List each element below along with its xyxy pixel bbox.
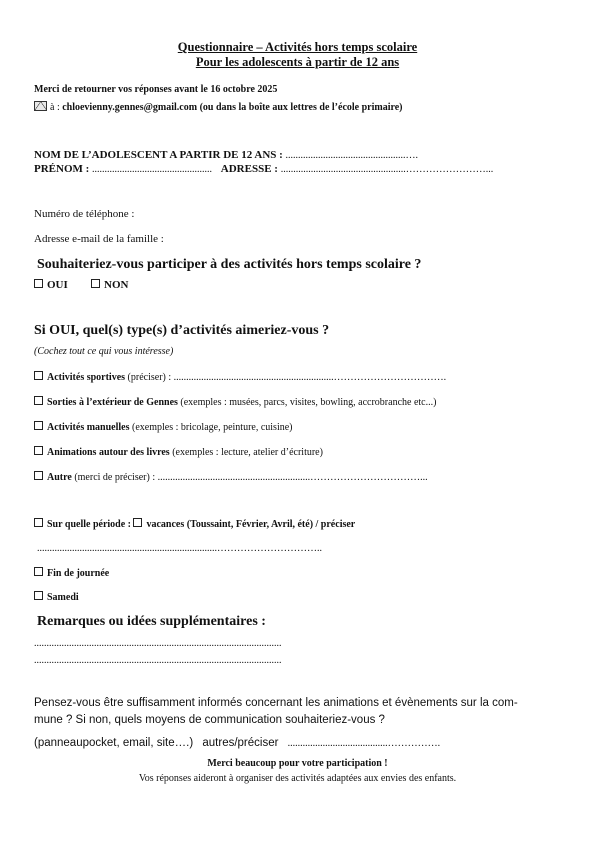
other-means-field[interactable]: ........................................…………….: [287, 738, 441, 749]
remarks-line[interactable]: ...................................................................................................: [34, 638, 282, 649]
deadline-text: Merci de retourner vos réponses avant le 16 octobre 2025: [34, 84, 278, 95]
address-field[interactable]: ..................................................……………………...: [280, 164, 494, 175]
option-detail: (exemples : musées, parcs, visites, bowling, accrobranche etc...): [177, 397, 437, 408]
sports-checkbox[interactable]: [34, 371, 43, 380]
option-other[interactable]: [34, 471, 428, 483]
option-label: Sorties à l’extérieur de Gennes: [47, 397, 178, 408]
option-label: Activités manuelles: [47, 422, 130, 433]
option-detail: (exemples : lecture, atelier d’écriture): [169, 447, 323, 458]
other-checkbox[interactable]: [34, 471, 43, 480]
phone-label[interactable]: Numéro de téléphone :: [34, 208, 135, 220]
activity-type-hint: (Cochez tout ce qui vous intéresse): [34, 346, 174, 357]
info-question: Pensez-vous être suffisamment informés concernant les animations et évènements sur la com-: [34, 697, 518, 709]
option-outings[interactable]: [34, 396, 436, 408]
firstname-row: [34, 163, 493, 175]
name-label: NOM DE L’ADOLESCENT A PARTIR DE 12 ANS :: [34, 149, 286, 161]
page-subtitle: Pour les adolescents à partir de 12 ans: [195, 55, 400, 69]
info-question-cont: mune ? Si non, quels moyens de communication souhaiteriez-vous ?: [34, 714, 385, 726]
page-title: Questionnaire – Activités hors temps scolaire: [177, 40, 418, 54]
firstname-field[interactable]: ................................................: [92, 164, 213, 175]
saturday-label: Samedi: [47, 592, 79, 603]
option-books[interactable]: [34, 446, 323, 458]
envelope-icon: [34, 101, 47, 111]
option-label: Activités sportives: [47, 372, 126, 383]
books-checkbox[interactable]: [34, 446, 43, 455]
other-means-label: autres/préciser: [202, 737, 279, 749]
period-detail: vacances (Toussaint, Février, Avril, été) / préciser: [146, 519, 356, 530]
thanks-text: Merci beaucoup pour votre participation !: [207, 758, 388, 769]
remarks-title: Remarques ou idées supplémentaires :: [37, 614, 266, 629]
email-prefix: à :: [50, 102, 63, 113]
info-answer-row: [34, 737, 440, 749]
footer-note: Vos réponses aideront à organiser des activités adaptées aux envies des enfants.: [138, 773, 457, 784]
option-detail: (merci de préciser) : .............................................................……………………………...: [71, 472, 428, 483]
period-label: Sur quelle période :: [47, 519, 134, 530]
yes-label: OUI: [47, 279, 68, 291]
means-text: (panneaupocket, email, site….): [34, 737, 194, 749]
email-address: chloevienny.gennes@gmail.com (ou dans la boîte aux lettres de l’école primaire): [62, 102, 403, 113]
address-label: ADRESSE :: [220, 163, 281, 175]
firstname-label: PRÉNOM :: [34, 163, 93, 175]
participation-question: Souhaiteriez-vous participer à des activités hors temps scolaire ?: [37, 257, 422, 272]
period-row[interactable]: [34, 518, 355, 530]
option-end-of-day[interactable]: [34, 567, 109, 579]
no-checkbox[interactable]: [91, 279, 100, 288]
option-label: Animations autour des livres: [47, 447, 170, 458]
period-field[interactable]: ........................................................................…………………………..: [37, 543, 322, 554]
period-checkbox[interactable]: [34, 518, 43, 527]
no-label: NON: [104, 279, 129, 291]
no-option[interactable]: [91, 279, 128, 291]
outings-checkbox[interactable]: [34, 396, 43, 405]
option-sports[interactable]: [34, 371, 446, 383]
holidays-checkbox[interactable]: [133, 518, 142, 527]
email-line: [34, 101, 403, 113]
option-saturday[interactable]: [34, 591, 79, 603]
remarks-line[interactable]: ...................................................................................................: [34, 655, 282, 666]
option-detail: (préciser) : ................................................................…………………………….: [125, 372, 447, 383]
name-field[interactable]: ................................................….: [285, 150, 419, 161]
end-of-day-label: Fin de journée: [47, 568, 110, 579]
end-of-day-checkbox[interactable]: [34, 567, 43, 576]
name-row: [34, 149, 418, 161]
option-detail: (exemples : bricolage, peinture, cuisine): [129, 422, 293, 433]
option-crafts[interactable]: [34, 421, 293, 433]
yes-option[interactable]: [34, 279, 68, 291]
activity-type-question: Si OUI, quel(s) type(s) d’activités aimeriez-vous ?: [34, 323, 330, 338]
crafts-checkbox[interactable]: [34, 421, 43, 430]
yes-checkbox[interactable]: [34, 279, 43, 288]
option-label: Autre: [47, 472, 72, 483]
family-email-label[interactable]: Adresse e-mail de la famille :: [34, 233, 164, 245]
saturday-checkbox[interactable]: [34, 591, 43, 600]
